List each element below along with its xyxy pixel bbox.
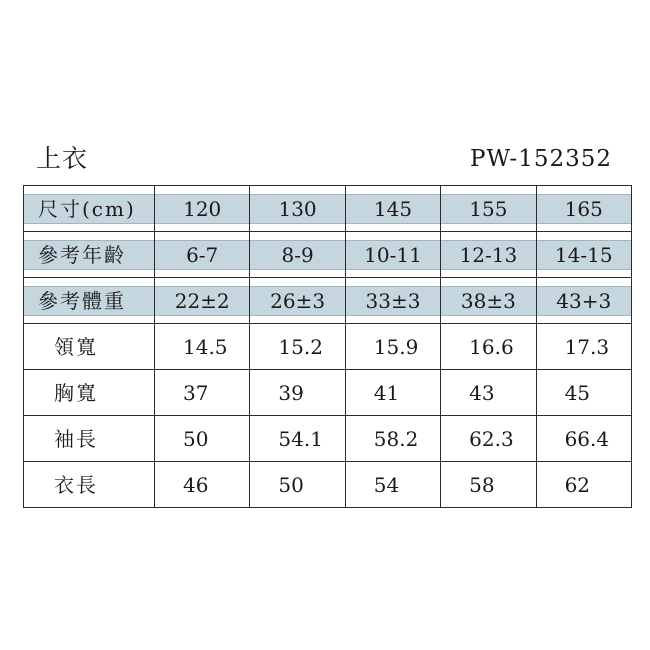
table-cell [345, 232, 440, 278]
row-label: 袖長 [24, 416, 155, 462]
collar-width-row [24, 324, 632, 370]
cell-value: 120 [155, 194, 249, 224]
cell-value: 10-11 [346, 240, 440, 270]
page-title: 上衣 [36, 144, 89, 173]
cell-value: 37 [155, 370, 250, 416]
cell-value: 16.6 [441, 324, 536, 370]
cell-value: 45 [536, 370, 631, 416]
cell-value: 46 [155, 462, 250, 508]
cell-value: 38±3 [441, 286, 535, 316]
size-row [24, 186, 632, 232]
cell-value: 145 [346, 194, 440, 224]
cell-value: 50 [250, 462, 345, 508]
cell-value: 22±2 [155, 286, 249, 316]
cell-value: 14-15 [537, 240, 631, 270]
table-cell [155, 186, 250, 232]
cell-value: 39 [250, 370, 345, 416]
row-label-cell [24, 278, 155, 324]
cell-value: 50 [155, 416, 250, 462]
cell-value: 15.2 [250, 324, 345, 370]
cell-value: 54 [345, 462, 440, 508]
weight-row [24, 278, 632, 324]
table-cell [441, 232, 536, 278]
table-cell [250, 186, 345, 232]
table-cell [441, 186, 536, 232]
row-label: 參考年齡 [24, 240, 154, 270]
cell-value: 54.1 [250, 416, 345, 462]
cell-value: 66.4 [536, 416, 631, 462]
table-cell [441, 278, 536, 324]
size-chart-table [23, 185, 632, 508]
row-label: 胸寬 [24, 370, 155, 416]
cell-value: 155 [441, 194, 535, 224]
cell-value: 41 [345, 370, 440, 416]
sleeve-length-row [24, 416, 632, 462]
body-length-row [24, 462, 632, 508]
cell-value: 17.3 [536, 324, 631, 370]
cell-value: 26±3 [250, 286, 344, 316]
cell-value: 43 [441, 370, 536, 416]
cell-value: 62.3 [441, 416, 536, 462]
row-label: 參考體重 [24, 286, 154, 316]
cell-value: 15.9 [345, 324, 440, 370]
row-label-cell [24, 232, 155, 278]
table-cell [345, 186, 440, 232]
chest-width-row [24, 370, 632, 416]
cell-value: 33±3 [346, 286, 440, 316]
row-label: 衣長 [24, 462, 155, 508]
cell-value: 12-13 [441, 240, 535, 270]
age-row [24, 232, 632, 278]
product-code: PW-152352 [469, 146, 612, 172]
table-cell [155, 278, 250, 324]
row-label-cell [24, 186, 155, 232]
table-cell [536, 232, 631, 278]
cell-value: 14.5 [155, 324, 250, 370]
cell-value: 58 [441, 462, 536, 508]
cell-value: 8-9 [250, 240, 344, 270]
cell-value: 62 [536, 462, 631, 508]
row-label: 領寬 [24, 324, 155, 370]
cell-value: 165 [537, 194, 631, 224]
cell-value: 130 [250, 194, 344, 224]
table-cell [536, 278, 631, 324]
table-cell [250, 278, 345, 324]
table-cell [155, 232, 250, 278]
row-label: 尺寸(cm) [24, 194, 154, 224]
cell-value: 43+3 [537, 286, 631, 316]
table-cell [250, 232, 345, 278]
cell-value: 58.2 [345, 416, 440, 462]
table-cell [345, 278, 440, 324]
table-cell [536, 186, 631, 232]
cell-value: 6-7 [155, 240, 249, 270]
